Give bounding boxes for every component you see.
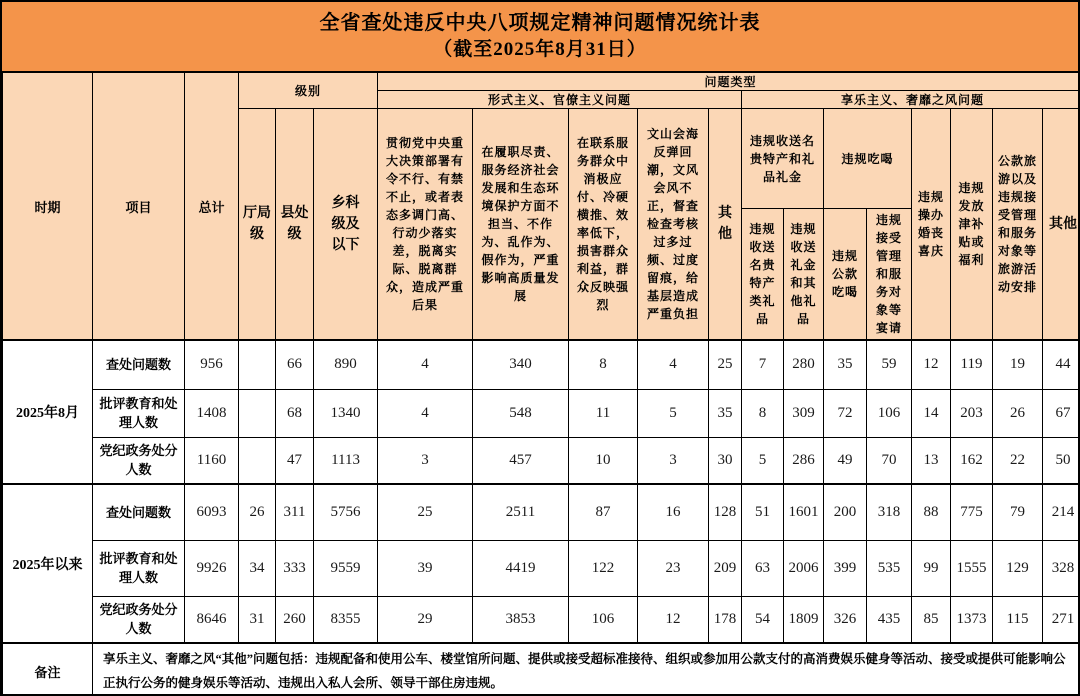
col-header-gifts-cash: 违规收送礼金和其他礼品 [784,209,824,341]
data-cell: 3 [638,437,709,484]
data-cell: 50 [1043,437,1080,484]
data-cell: 79 [993,484,1043,540]
data-cell: 14 [912,389,951,437]
data-cell: 72 [824,389,867,437]
data-cell: 203 [951,389,993,437]
col-header-period: 时期 [3,73,93,341]
col-header-hedonism-other: 其他 [1043,109,1080,341]
data-cell: 1408 [185,389,239,437]
data-cell: 12 [912,340,951,389]
data-cell: 87 [569,484,638,540]
data-cell: 8 [569,340,638,389]
data-cell: 2511 [473,484,569,540]
data-cell: 435 [867,596,912,643]
data-cell: 326 [824,596,867,643]
data-cell: 1809 [784,596,824,643]
item-cell: 查处问题数 [93,484,185,540]
statistics-table [2,72,1080,696]
data-cell: 63 [742,540,784,596]
data-cell: 6093 [185,484,239,540]
data-cell: 68 [276,389,314,437]
data-cell: 16 [638,484,709,540]
item-cell: 批评教育和处理人数 [93,389,185,437]
data-cell: 54 [742,596,784,643]
data-cell: 35 [824,340,867,389]
data-cell: 399 [824,540,867,596]
col-header-gifts-specialty: 违规收送名贵特产类礼品 [742,209,784,341]
data-cell: 328 [1043,540,1080,596]
data-cell: 47 [276,437,314,484]
data-cell: 890 [314,340,378,389]
data-cell: 67 [1043,389,1080,437]
data-cell: 286 [784,437,824,484]
item-cell: 批评教育和处理人数 [93,540,185,596]
data-cell: 7 [742,340,784,389]
data-cell: 3853 [473,596,569,643]
data-cell: 4 [378,389,473,437]
data-cell: 59 [867,340,912,389]
data-cell: 85 [912,596,951,643]
col-group-problem-type: 问题类型 [378,73,1080,91]
data-cell: 115 [993,596,1043,643]
col-header-item: 项目 [93,73,185,341]
data-cell: 1160 [185,437,239,484]
data-cell: 333 [276,540,314,596]
data-cell: 11 [569,389,638,437]
data-cell: 271 [1043,596,1080,643]
remark-text: 享乐主义、奢靡之风“其他”问题包括：违规配备和使用公车、楼堂馆所问题、提供或接受超标准接待、组织或参加用公款支付的高消费娱乐健身等活动、接受或提供可能影响公正执行公务的健身娱乐等活动、违规出入私人会所、领导干部住房违规。 [93,643,1080,696]
data-cell: 209 [709,540,742,596]
item-cell: 党纪政务处分人数 [93,437,185,484]
data-cell: 70 [867,437,912,484]
col-header-formalism-2: 在履职尽责、服务经济社会发展和生态环境保护方面不担当、不作为、乱作为、假作为，严重影响高质量发展 [473,109,569,341]
data-cell: 1555 [951,540,993,596]
col-header-level-county: 县处级 [276,109,314,341]
data-cell: 340 [473,340,569,389]
data-cell: 4419 [473,540,569,596]
data-cell: 311 [276,484,314,540]
data-cell: 23 [638,540,709,596]
data-cell: 12 [638,596,709,643]
data-cell: 31 [239,596,276,643]
data-cell: 88 [912,484,951,540]
period-cell: 2025年以来 [3,484,93,643]
data-cell: 8 [742,389,784,437]
data-cell: 1601 [784,484,824,540]
data-cell: 1113 [314,437,378,484]
col-header-level-township: 乡科级及以下 [314,109,378,341]
table-title [2,2,1078,72]
data-cell: 129 [993,540,1043,596]
data-cell: 318 [867,484,912,540]
col-header-formalism-1: 贯彻党中央重大决策部署有令不行、有禁不止，或者表态多调门高、行动少落实差，脱离实际、脱离群众，造成严重后果 [378,109,473,341]
data-cell: 25 [378,484,473,540]
item-cell: 党纪政务处分人数 [93,596,185,643]
data-cell: 13 [912,437,951,484]
col-group-level: 级别 [239,73,378,109]
col-header-wedding-funeral: 违规操办婚丧喜庆 [912,109,951,341]
data-cell: 10 [569,437,638,484]
remark-label: 备注 [3,643,93,696]
data-cell: 2006 [784,540,824,596]
data-cell: 8355 [314,596,378,643]
data-cell: 8646 [185,596,239,643]
col-header-travel: 公款旅游以及违规接受管理和服务对象等旅游活动安排 [993,109,1043,341]
data-cell: 9559 [314,540,378,596]
data-cell: 4 [378,340,473,389]
data-cell: 1340 [314,389,378,437]
data-cell: 956 [185,340,239,389]
data-cell: 5 [638,389,709,437]
data-cell: 457 [473,437,569,484]
data-cell: 178 [709,596,742,643]
col-header-level-bureau: 厅局级 [239,109,276,341]
col-header-formalism-3: 在联系服务群众中消极应付、冷硬横推、效率低下，损害群众利益，群众反映强烈 [569,109,638,341]
data-cell: 26 [239,484,276,540]
data-cell: 119 [951,340,993,389]
col-header-allowances: 违规发放津补贴或福利 [951,109,993,341]
col-header-formalism-other: 其他 [709,109,742,341]
data-cell: 49 [824,437,867,484]
data-cell: 200 [824,484,867,540]
data-cell: 5756 [314,484,378,540]
data-cell: 99 [912,540,951,596]
data-cell: 106 [569,596,638,643]
data-cell: 44 [1043,340,1080,389]
data-cell: 4 [638,340,709,389]
data-cell [239,340,276,389]
data-cell: 1373 [951,596,993,643]
data-cell: 535 [867,540,912,596]
data-cell: 29 [378,596,473,643]
data-cell: 5 [742,437,784,484]
col-header-dining-banquet: 违规接受管理和服务对象等宴请 [867,209,912,341]
col-group-formalism: 形式主义、官僚主义问题 [378,91,742,109]
col-header-dining-public: 违规公款吃喝 [824,209,867,341]
period-cell: 2025年8月 [3,340,93,484]
col-group-dining: 违规吃喝 [824,109,912,209]
data-cell: 214 [1043,484,1080,540]
data-cell: 309 [784,389,824,437]
data-cell: 26 [993,389,1043,437]
data-cell [239,389,276,437]
data-cell: 66 [276,340,314,389]
data-cell: 51 [742,484,784,540]
data-cell: 9926 [185,540,239,596]
data-cell: 548 [473,389,569,437]
data-cell: 162 [951,437,993,484]
data-cell: 34 [239,540,276,596]
col-group-hedonism: 享乐主义、奢靡之风问题 [742,91,1080,109]
data-cell: 30 [709,437,742,484]
data-cell: 775 [951,484,993,540]
data-cell: 22 [993,437,1043,484]
data-cell: 106 [867,389,912,437]
item-cell: 查处问题数 [93,340,185,389]
data-cell: 128 [709,484,742,540]
title-line-2: （截至2025年8月31日） [433,39,647,61]
data-cell: 280 [784,340,824,389]
data-cell: 3 [378,437,473,484]
col-group-gifts: 违规收送名贵特产和礼品礼金 [742,109,824,209]
data-cell: 25 [709,340,742,389]
data-cell: 260 [276,596,314,643]
data-cell: 39 [378,540,473,596]
data-cell: 122 [569,540,638,596]
col-header-total: 总计 [185,73,239,341]
data-cell [239,437,276,484]
data-cell: 19 [993,340,1043,389]
title-line-1: 全省查处违反中央八项规定精神问题情况统计表 [319,12,761,35]
col-header-formalism-4: 文山会海反弹回潮，文风会风不正，督查检查考核过多过频、过度留痕，给基层造成严重负担 [638,109,709,341]
data-cell: 35 [709,389,742,437]
